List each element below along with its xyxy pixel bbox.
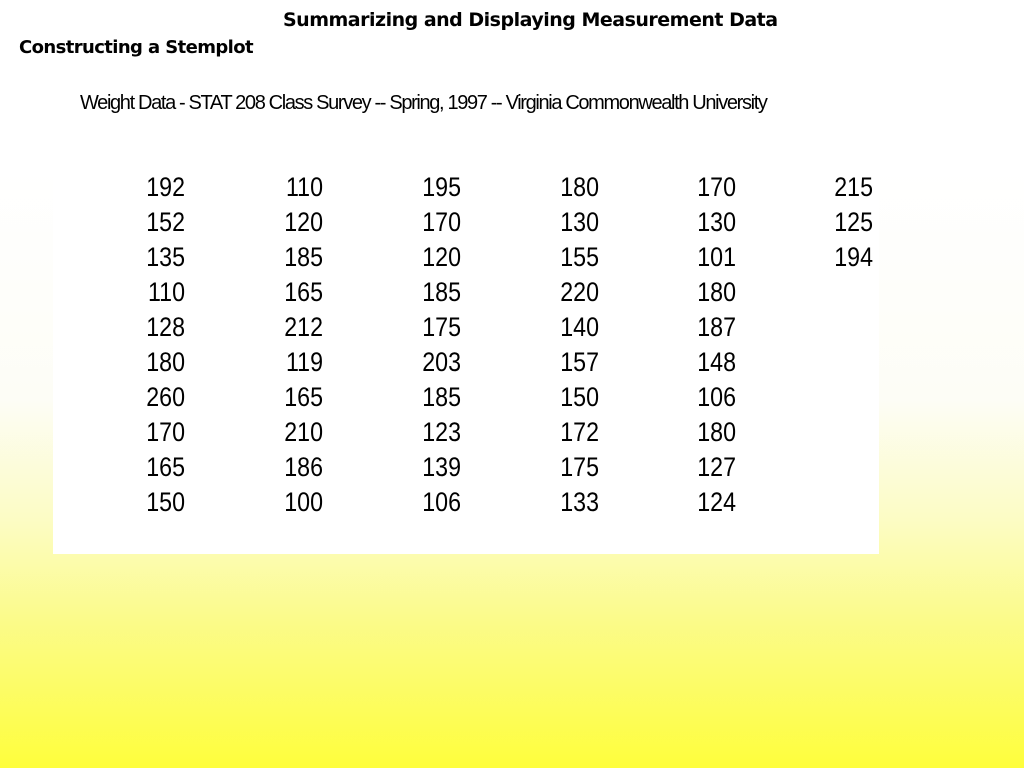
data-cell: 180 xyxy=(697,417,736,447)
slide-title: Summarizing and Displaying Measurement Data xyxy=(283,9,778,31)
data-cell: 150 xyxy=(560,382,599,412)
data-cell: 120 xyxy=(284,207,323,237)
data-cell: 123 xyxy=(422,417,461,447)
data-cell: 175 xyxy=(422,312,461,342)
data-cell: 170 xyxy=(697,172,736,202)
data-cell: 140 xyxy=(560,312,599,342)
data-cell: 180 xyxy=(697,277,736,307)
data-cell: 110 xyxy=(147,277,185,307)
data-column-4 xyxy=(519,170,599,520)
data-cell: 133 xyxy=(560,487,599,517)
data-column-6 xyxy=(793,170,873,275)
data-cell: 128 xyxy=(146,312,185,342)
data-cell: 215 xyxy=(834,172,873,202)
data-cell: 180 xyxy=(560,172,599,202)
data-cell: 100 xyxy=(284,487,323,517)
data-cell: 127 xyxy=(697,452,736,482)
data-cell: 165 xyxy=(146,452,185,482)
data-cell: 192 xyxy=(146,172,185,202)
data-cell: 106 xyxy=(697,382,736,412)
data-cell: 106 xyxy=(422,487,461,517)
data-column-3 xyxy=(381,170,461,520)
data-cell: 150 xyxy=(146,487,185,517)
section-subtitle: Constructing a Stemplot xyxy=(19,37,253,58)
data-cell: 125 xyxy=(834,207,873,237)
data-cell: 170 xyxy=(422,207,461,237)
weight-data-table xyxy=(53,170,879,554)
data-cell: 165 xyxy=(284,277,323,307)
data-caption: Weight Data - STAT 208 Class Survey -- Spring, 1997 -- Virginia Commonwealth University xyxy=(80,92,767,114)
data-cell: 120 xyxy=(422,242,461,272)
data-cell: 101 xyxy=(697,242,736,272)
data-cell: 195 xyxy=(422,172,461,202)
data-cell: 130 xyxy=(697,207,736,237)
data-cell: 110 xyxy=(285,172,323,202)
data-cell: 155 xyxy=(560,242,599,272)
data-cell: 220 xyxy=(560,277,599,307)
data-cell: 185 xyxy=(284,242,323,272)
data-cell: 212 xyxy=(284,312,323,342)
data-cell: 139 xyxy=(422,452,461,482)
data-cell: 124 xyxy=(697,487,736,517)
data-cell: 119 xyxy=(285,347,323,377)
data-cell: 194 xyxy=(834,242,873,272)
data-cell: 180 xyxy=(146,347,185,377)
data-cell: 135 xyxy=(146,242,185,272)
data-cell: 170 xyxy=(146,417,185,447)
data-cell: 172 xyxy=(560,417,599,447)
data-cell: 210 xyxy=(284,417,323,447)
data-column-5 xyxy=(656,170,736,520)
data-cell: 185 xyxy=(422,382,461,412)
data-column-1 xyxy=(105,170,185,520)
data-cell: 185 xyxy=(422,277,461,307)
data-cell: 186 xyxy=(284,452,323,482)
data-cell: 187 xyxy=(697,312,736,342)
data-column-2 xyxy=(243,170,323,520)
data-cell: 148 xyxy=(697,347,736,377)
data-cell: 165 xyxy=(284,382,323,412)
data-cell: 130 xyxy=(560,207,599,237)
data-cell: 260 xyxy=(146,382,185,412)
data-cell: 203 xyxy=(422,347,461,377)
data-cell: 175 xyxy=(560,452,599,482)
data-cell: 152 xyxy=(146,207,185,237)
data-cell: 157 xyxy=(560,347,599,377)
